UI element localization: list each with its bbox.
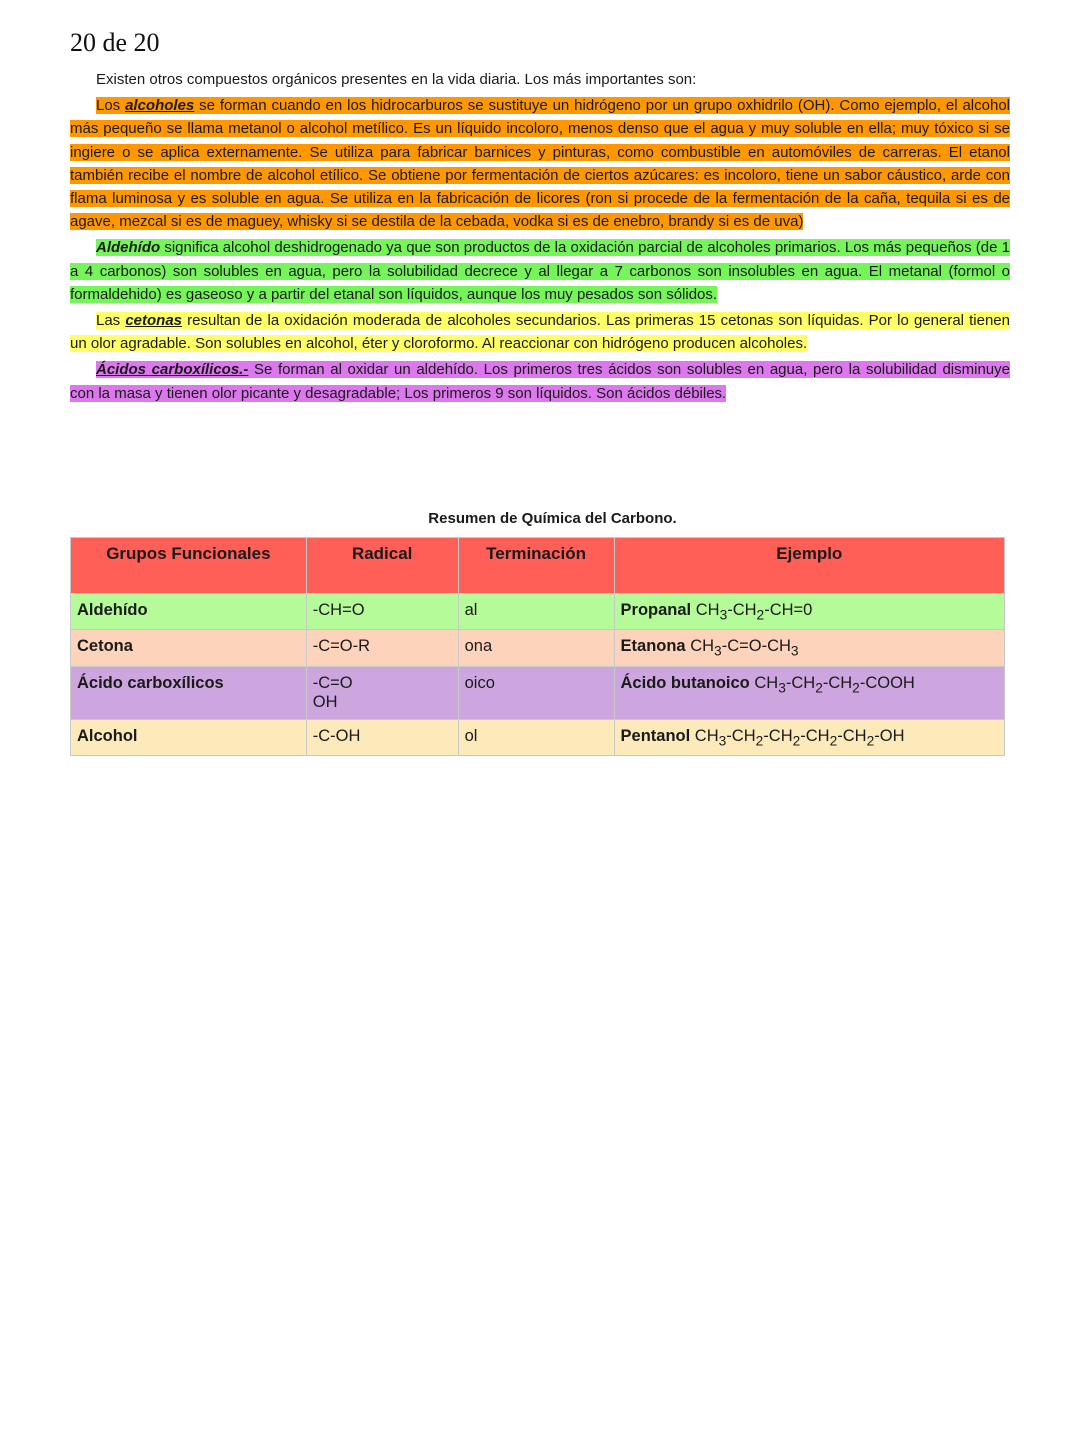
table-row <box>71 666 1005 719</box>
cell-group: Alcohol <box>71 719 307 755</box>
paragraph-aldehido <box>70 236 1010 306</box>
paragraph-alcoholes <box>70 94 1010 233</box>
paragraph-cetonas <box>70 309 1010 355</box>
cell-radical: -C=O OH <box>306 666 458 719</box>
cell-example <box>614 594 1004 630</box>
cell-radical: -CH=O <box>306 594 458 630</box>
example-name: Pentanol <box>620 726 691 745</box>
cell-example <box>614 719 1004 755</box>
header-terminacion: Terminación <box>458 538 614 594</box>
table-header-row <box>71 538 1005 594</box>
cell-radical: -C=O-R <box>306 630 458 666</box>
alcoholes-prefix: Los <box>96 97 126 115</box>
cell-radical: -C-OH <box>306 719 458 755</box>
example-name: Propanal <box>620 601 692 619</box>
cetonas-text: resultan de la oxidación moderada de alcoholes secundarios. Las primeras 15 cetonas son líquidas. Por lo general tienen un olor agradable. Son solubles en alcohol, éter y cloroformo. Al reaccionar con hidrógeno producen alcoholes. <box>70 312 1010 353</box>
cell-ending: ona <box>458 630 614 666</box>
example-formula: $CH_3-C=O-CH_3$ <box>690 637 799 659</box>
example-formula: $CH_3-CH_2-CH_2-CH_2-CH_2-OH$ <box>694 726 905 748</box>
table-row <box>71 630 1005 666</box>
alcoholes-term: alcoholes <box>125 97 195 115</box>
alcoholes-text: se forman cuando en los hidrocarburos se sustituye un hidrógeno por un grupo oxhidrilo (OH). Como ejemplo, el alcohol más pequeño se llama metanol o alcohol metílico. Es un líquido incoloro, menos denso que el agua y muy soluble en ella; muy tóxico si se ingiere o se aplica externamente. Se utiliza para fabricar barnices y pinturas, como combustible en automóviles de carreras. El etanol también recibe el nombre de alcohol etílico. Se obtiene por fermentación de ciertos azúcares: es incoloro, tiene un sabor cáustico, arde con flama luminosa y es soluble en agua. Se utiliza en la fabricación de licores (ron si procede de la fermentación de la caña, tequila si es de agave, mezcal si es de maguey, whisky si se destila de la cebada, vodka si es de enebro, brandy si es de uva) <box>70 97 1010 231</box>
cetonas-prefix: Las <box>96 312 126 330</box>
example-formula: $CH_3-CH_2-CH=0$ <box>695 601 813 623</box>
cell-group: Cetona <box>71 630 307 666</box>
table-row <box>71 719 1005 755</box>
acidos-term: Ácidos carboxílicos.- <box>96 361 249 379</box>
intro-text: Existen otros compuestos orgánicos presentes en la vida diaria. Los más importantes son: <box>96 71 697 88</box>
cell-ending: al <box>458 594 614 630</box>
summary-table <box>70 537 1005 756</box>
page-number: 20 de 20 <box>70 28 160 57</box>
cetonas-term: cetonas <box>125 312 183 330</box>
aldehido-term: Aldehído <box>96 239 161 257</box>
example-formula: $CH_3-CH_2-CH_2$-COOH <box>754 673 915 695</box>
cell-group: Ácido carboxílicos <box>71 666 307 719</box>
header-ejemplo: Ejemplo <box>614 538 1004 594</box>
table-row <box>71 594 1005 630</box>
cell-group: Aldehído <box>71 594 307 630</box>
example-name: Ácido butanoico <box>620 673 750 692</box>
paragraph-acidos <box>70 358 1010 404</box>
cell-example <box>614 666 1004 719</box>
header-grupos: Grupos Funcionales <box>71 538 307 594</box>
example-name: Etanona <box>620 637 686 656</box>
header-radical: Radical <box>306 538 458 594</box>
cell-ending: oico <box>458 666 614 719</box>
acidos-text: Se forman al oxidar un aldehído. Los primeros tres ácidos son solubles en agua, pero la solubilidad disminuye con la masa y tienen olor picante y desagradable; Los primeros 9 son líquidos. Son ácidos débiles. <box>70 361 1010 402</box>
body-text <box>70 68 1010 408</box>
aldehido-text: significa alcohol deshidrogenado ya que son productos de la oxidación parcial de alcoholes primarios. Los más pequeños (de 1 a 4 carbonos) son solubles en agua, pero la solubilidad decrece y al llegar a 7 carbonos son insolubles en agua. El metanal (formol o formaldehido) es gaseoso y a partir del etanal son líquidos, aunque los muy pesados son sólidos. <box>70 239 1010 303</box>
table-title: Resumen de Química del Carbono. <box>428 510 677 527</box>
cell-example <box>614 630 1004 666</box>
cell-ending: ol <box>458 719 614 755</box>
